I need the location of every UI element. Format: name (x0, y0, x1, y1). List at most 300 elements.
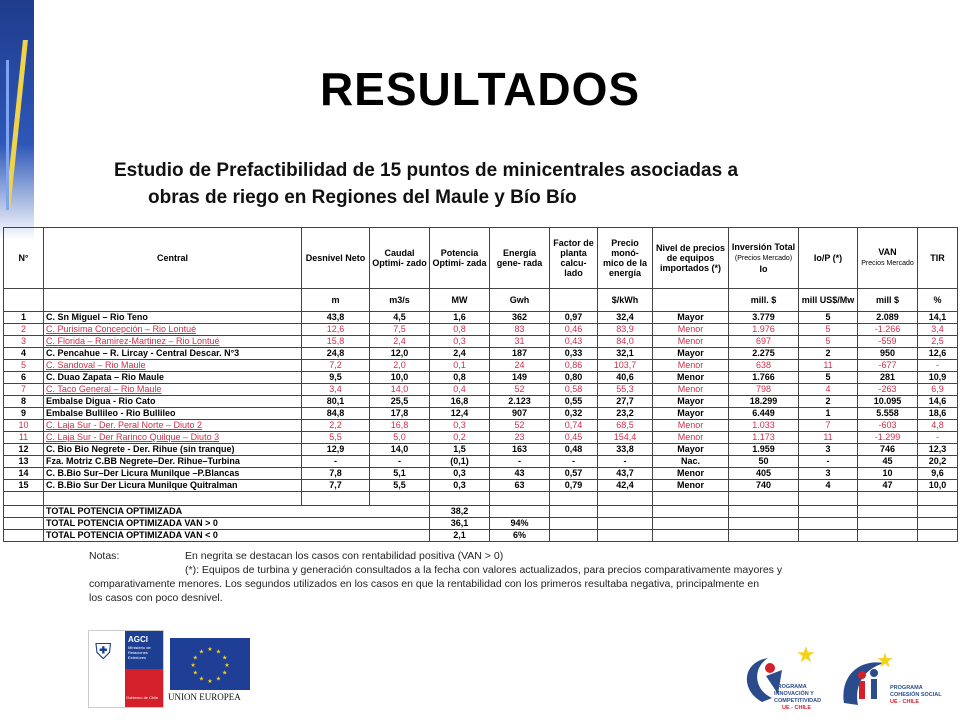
cell-energia: 163 (490, 444, 550, 456)
cell-n: 1 (4, 312, 44, 324)
cell-n: 10 (4, 420, 44, 432)
cell-nivel: Menor (653, 336, 729, 348)
cell-van: 2.089 (858, 312, 918, 324)
cell-potencia: (0,1) (430, 456, 490, 468)
header-central: Central (44, 228, 302, 289)
cell-nivel: Mayor (653, 348, 729, 360)
p1-line-4: UE - CHILE (782, 705, 812, 711)
svg-text:★: ★ (190, 662, 196, 669)
cell-central: Embalse Bullileo - Rio Bullileo (44, 408, 302, 420)
cell-energia: 23 (490, 432, 550, 444)
cell-nivel: Mayor (653, 396, 729, 408)
cell-inversion: 1.976 (729, 324, 799, 336)
cell-factor: 0,97 (550, 312, 598, 324)
cell-desnivel: 2,2 (302, 420, 370, 432)
cell-caudal: 5,1 (370, 468, 430, 480)
cell-potencia: 0,4 (430, 384, 490, 396)
header-inversion-label: Inversión Total (731, 242, 796, 252)
cell-n: 9 (4, 408, 44, 420)
cell-van: 10 (858, 468, 918, 480)
cell-central: C. Purisima Concepción – Rio Lontué (44, 324, 302, 336)
table-row (4, 444, 958, 456)
cell-potencia: 0,8 (430, 324, 490, 336)
cell-precio: 27,7 (598, 396, 653, 408)
cell-potencia: 0,2 (430, 432, 490, 444)
cell-nivel: Mayor (653, 312, 729, 324)
cell-central: Fza. Motriz C.BB Negrete–Der. Rihue–Turbina (44, 456, 302, 468)
cell-factor: 0,57 (550, 468, 598, 480)
svg-text:★: ★ (207, 678, 213, 685)
chile-shield-icon: ⛨ (95, 639, 112, 664)
cell-potencia: 1,6 (430, 312, 490, 324)
cell-tir: 6,9 (918, 384, 958, 396)
totals-potencia: 36,1 (430, 518, 490, 530)
cell-caudal: 17,8 (370, 408, 430, 420)
unit-van: mill $ (858, 289, 918, 312)
table-row (4, 420, 958, 432)
cell-tir: 9,6 (918, 468, 958, 480)
unit-potencia: MW (430, 289, 490, 312)
cell-desnivel: 7,8 (302, 468, 370, 480)
header-potencia: Potencia Optimi- zada (430, 228, 490, 289)
results-table (3, 227, 958, 542)
cell-iop: 7 (799, 420, 858, 432)
cell-nivel: Menor (653, 384, 729, 396)
totals-potencia: 38,2 (430, 506, 490, 518)
table-row (4, 312, 958, 324)
svg-text:★: ★ (222, 654, 228, 662)
table-row (4, 336, 958, 348)
totals-label: TOTAL POTENCIA OPTIMIZADA VAN > 0 (44, 518, 430, 530)
cell-van: 281 (858, 372, 918, 384)
cell-energia: 63 (490, 480, 550, 492)
cell-n: 5 (4, 360, 44, 372)
cell-nivel: Nac. (653, 456, 729, 468)
notes-line-4: los casos con poco desnivel. (89, 592, 223, 604)
unit-iop: mill US$/Mw (799, 289, 858, 312)
header-nivel: Nivel de precios de equipos importados (*) (653, 228, 729, 289)
cell-factor: 0,55 (550, 396, 598, 408)
header-van (858, 228, 918, 289)
cell-nivel: Mayor (653, 444, 729, 456)
cell-van: -677 (858, 360, 918, 372)
cell-iop: 2 (799, 348, 858, 360)
unit-central (44, 289, 302, 312)
svg-text:★: ★ (215, 648, 222, 656)
cell-caudal: - (370, 456, 430, 468)
svg-text:★: ★ (222, 669, 228, 677)
cell-precio: 32,1 (598, 348, 653, 360)
left-decoration (0, 0, 34, 240)
cell-caudal: 14,0 (370, 384, 430, 396)
header-tir: TIR (918, 228, 958, 289)
cell-energia: 43 (490, 468, 550, 480)
cell-precio: 84,0 (598, 336, 653, 348)
page-subtitle (114, 157, 934, 211)
table-spacer-row (4, 492, 958, 506)
p2-line-3: UE - CHILE (890, 699, 920, 705)
totals-row (4, 506, 958, 518)
svg-text:★: ★ (796, 643, 816, 668)
unit-energia: Gwh (490, 289, 550, 312)
cell-desnivel: 12,6 (302, 324, 370, 336)
table-row (4, 384, 958, 396)
cell-factor: 0,46 (550, 324, 598, 336)
unit-nivel (653, 289, 729, 312)
cell-energia: 362 (490, 312, 550, 324)
cell-desnivel: 12,9 (302, 444, 370, 456)
cell-inversion: 1.766 (729, 372, 799, 384)
table-body (4, 312, 958, 506)
cell-inversion: 405 (729, 468, 799, 480)
table-row (4, 360, 958, 372)
header-van-note: Precios Mercado (861, 260, 914, 267)
totals-row (4, 530, 958, 542)
cell-potencia: 16,8 (430, 396, 490, 408)
cell-precio: 83,9 (598, 324, 653, 336)
cell-energia: 52 (490, 384, 550, 396)
cell-n: 7 (4, 384, 44, 396)
cell-inversion: 1.959 (729, 444, 799, 456)
totals-label: TOTAL POTENCIA OPTIMIZADA (44, 506, 430, 518)
header-precio: Precio monó- mico de la energía (598, 228, 653, 289)
cell-caudal: 14,0 (370, 444, 430, 456)
p1-line-3: COMPETITIVIDAD (774, 698, 822, 704)
programa-cohesion-logo (840, 645, 958, 717)
cell-factor: - (550, 456, 598, 468)
cell-caudal: 12,0 (370, 348, 430, 360)
cell-tir: 10,0 (918, 480, 958, 492)
svg-text:★: ★ (876, 648, 894, 672)
totals-energia: 94% (490, 518, 550, 530)
cell-caudal: 10,0 (370, 372, 430, 384)
cell-factor: 0,80 (550, 372, 598, 384)
cell-factor: 0,43 (550, 336, 598, 348)
cell-tir: 18,6 (918, 408, 958, 420)
cell-inversion: 697 (729, 336, 799, 348)
cell-n: 13 (4, 456, 44, 468)
cell-iop: 5 (799, 312, 858, 324)
cell-inversion: 638 (729, 360, 799, 372)
agci-gov: Gobierno de Chile (126, 695, 159, 700)
cell-van: -559 (858, 336, 918, 348)
cell-energia: 907 (490, 408, 550, 420)
cell-caudal: 5,0 (370, 432, 430, 444)
cell-iop: - (799, 456, 858, 468)
cell-precio: 55,3 (598, 384, 653, 396)
cell-desnivel: 9,5 (302, 372, 370, 384)
eu-stars-icon (190, 646, 230, 685)
cell-desnivel: 80,1 (302, 396, 370, 408)
cell-n: 3 (4, 336, 44, 348)
table-row (4, 396, 958, 408)
cell-precio: 23,2 (598, 408, 653, 420)
cell-nivel: Menor (653, 468, 729, 480)
cell-central: C. B.Bio Sur Der Licura Munilque Quitralman (44, 480, 302, 492)
cell-van: 45 (858, 456, 918, 468)
cell-inversion: 18.299 (729, 396, 799, 408)
cell-desnivel: 5,5 (302, 432, 370, 444)
cell-van: -1.299 (858, 432, 918, 444)
cell-nivel: Menor (653, 480, 729, 492)
cell-tir: 10,9 (918, 372, 958, 384)
cell-caudal: 4,5 (370, 312, 430, 324)
header-iop: Io/P (*) (799, 228, 858, 289)
svg-text:★: ★ (198, 675, 205, 683)
cell-central: Embalse Digua - Rio Cato (44, 396, 302, 408)
cell-central: C. Taco General – Rio Maule (44, 384, 302, 396)
cell-n: 14 (4, 468, 44, 480)
cell-central: C. Sandoval – Rio Maule (44, 360, 302, 372)
cell-precio: 103,7 (598, 360, 653, 372)
notes-line-3: comparativamente menores. Los segundos utilizados en los casos en que la rentabilidad con los primeros resultaba negativa, principalmente en (89, 578, 760, 590)
unit-inversion: mill. $ (729, 289, 799, 312)
cell-precio: 43,7 (598, 468, 653, 480)
header-van-label: VAN (878, 247, 897, 257)
cell-potencia: 0,3 (430, 480, 490, 492)
cell-desnivel: - (302, 456, 370, 468)
cell-inversion: 2.275 (729, 348, 799, 360)
cell-central: C. B.Bio Sur–Der Licura Munilque –P.Blancas (44, 468, 302, 480)
cell-potencia: 12,4 (430, 408, 490, 420)
cell-desnivel: 7,7 (302, 480, 370, 492)
unit-precio: $/kWh (598, 289, 653, 312)
eu-label: UNION EUROPEA (168, 692, 241, 702)
svg-text:★: ★ (207, 646, 213, 653)
cell-n: 4 (4, 348, 44, 360)
cell-energia: - (490, 456, 550, 468)
cell-iop: 5 (799, 324, 858, 336)
cell-nivel: Menor (653, 420, 729, 432)
cell-nivel: Menor (653, 360, 729, 372)
cell-inversion: 1.033 (729, 420, 799, 432)
cell-precio: 32,4 (598, 312, 653, 324)
cohesion-figures-icon (840, 645, 958, 717)
cell-iop: 5 (799, 372, 858, 384)
cell-factor: 0,33 (550, 348, 598, 360)
table-units-row (4, 289, 958, 312)
cell-inversion: 50 (729, 456, 799, 468)
cell-n: 8 (4, 396, 44, 408)
cell-caudal: 25,5 (370, 396, 430, 408)
header-factor: Factor de planta calcu- lado (550, 228, 598, 289)
cell-precio: 154,4 (598, 432, 653, 444)
cell-potencia: 0,8 (430, 372, 490, 384)
agci-subtitle: Ministerio de Relaciones Exteriores (128, 645, 151, 660)
cell-van: 746 (858, 444, 918, 456)
svg-text:★: ★ (192, 669, 198, 677)
table-row (4, 408, 958, 420)
cell-inversion: 6.449 (729, 408, 799, 420)
cell-central: C. Florida – Ramirez-Martinez – Rio Lontué (44, 336, 302, 348)
cell-van: 47 (858, 480, 918, 492)
table-header-row (4, 228, 958, 289)
agci-logo (88, 630, 164, 708)
cell-potencia: 1,5 (430, 444, 490, 456)
cell-tir: - (918, 360, 958, 372)
cell-energia: 2.123 (490, 396, 550, 408)
unit-factor (550, 289, 598, 312)
cell-tir: 12,6 (918, 348, 958, 360)
header-inversion-io: Io (759, 264, 768, 274)
cell-potencia: 0,3 (430, 468, 490, 480)
cell-factor: 0,79 (550, 480, 598, 492)
cell-van: 10.095 (858, 396, 918, 408)
cell-tir: 14,1 (918, 312, 958, 324)
notes-line-1: En negrita se destacan los casos con rentabilidad positiva (VAN > 0) (185, 550, 504, 562)
cell-iop: 3 (799, 444, 858, 456)
svg-text:★: ★ (192, 654, 198, 662)
cell-precio: - (598, 456, 653, 468)
cell-factor: 0,74 (550, 420, 598, 432)
cell-desnivel: 3,4 (302, 384, 370, 396)
table-totals (4, 506, 958, 542)
cell-factor: 0,86 (550, 360, 598, 372)
notes-line-2: (*): Equipos de turbina y generación consultados a la fecha con valores actualizados, para precios comparativamente mayores y (185, 564, 783, 576)
cell-central: C. Duao Zapata – Rio Maule (44, 372, 302, 384)
cell-desnivel: 84,8 (302, 408, 370, 420)
cell-factor: 0,32 (550, 408, 598, 420)
cell-nivel: Menor (653, 432, 729, 444)
cell-potencia: 0,1 (430, 360, 490, 372)
cell-desnivel: 43,8 (302, 312, 370, 324)
agci-name: AGCI (128, 635, 148, 644)
programa-innovacion-logo (732, 640, 836, 716)
cell-central: C. Sn Miguel – Rio Teno (44, 312, 302, 324)
header-inversion-note: (Precios Mercado) (734, 255, 793, 262)
cell-caudal: 2,4 (370, 336, 430, 348)
cell-iop: 2 (799, 396, 858, 408)
table-row (4, 480, 958, 492)
notes-block (89, 549, 889, 605)
totals-potencia: 2,1 (430, 530, 490, 542)
cell-van: -263 (858, 384, 918, 396)
cell-factor: 0,58 (550, 384, 598, 396)
cell-tir: 12,3 (918, 444, 958, 456)
svg-text:★: ★ (198, 648, 205, 656)
totals-energia: 6% (490, 530, 550, 542)
header-energia: Energía gene- rada (490, 228, 550, 289)
cell-central: C. Laja Sur - Der Rarinco Quilque – Diuto 3 (44, 432, 302, 444)
cell-desnivel: 15,8 (302, 336, 370, 348)
cell-iop: 11 (799, 360, 858, 372)
subtitle-line-2: obras de riego en Regiones del Maule y Bío Bío (148, 187, 577, 208)
p1-line-2: INNOVACIÓN Y (774, 691, 814, 697)
cell-desnivel: 24,8 (302, 348, 370, 360)
cell-iop: 11 (799, 432, 858, 444)
cell-central: C. Bio Bio Negrete - Der. Rihue (sin tranque) (44, 444, 302, 456)
totals-energia (490, 506, 550, 518)
cell-potencia: 0,3 (430, 336, 490, 348)
svg-text:★: ★ (215, 675, 222, 683)
cell-n: 11 (4, 432, 44, 444)
header-caudal: Caudal Optimi- zado (370, 228, 430, 289)
cell-caudal: 7,5 (370, 324, 430, 336)
cell-potencia: 0,3 (430, 420, 490, 432)
unit-n (4, 289, 44, 312)
svg-text:★: ★ (224, 662, 230, 669)
cell-inversion: 1.173 (729, 432, 799, 444)
cell-n: 15 (4, 480, 44, 492)
p1-line-1: PROGRAMA (774, 684, 807, 690)
notes-label: Notas: (89, 550, 120, 562)
table-row (4, 456, 958, 468)
cell-precio: 68,5 (598, 420, 653, 432)
cell-nivel: Menor (653, 324, 729, 336)
cell-energia: 52 (490, 420, 550, 432)
cell-tir: 3,4 (918, 324, 958, 336)
cell-n: 12 (4, 444, 44, 456)
cell-tir: 2,5 (918, 336, 958, 348)
cell-iop: 5 (799, 336, 858, 348)
cell-tir: 20,2 (918, 456, 958, 468)
cell-van: 5.558 (858, 408, 918, 420)
cell-potencia: 2,4 (430, 348, 490, 360)
cell-n: 2 (4, 324, 44, 336)
cell-tir: 4,8 (918, 420, 958, 432)
cell-energia: 187 (490, 348, 550, 360)
cell-n: 6 (4, 372, 44, 384)
table-row (4, 468, 958, 480)
header-inversion (729, 228, 799, 289)
cell-energia: 83 (490, 324, 550, 336)
cell-inversion: 798 (729, 384, 799, 396)
p2-line-2: COHESIÓN SOCIAL (890, 692, 942, 698)
cell-desnivel: 7,2 (302, 360, 370, 372)
totals-row (4, 518, 958, 530)
cell-iop: 4 (799, 480, 858, 492)
cell-tir: 14,6 (918, 396, 958, 408)
cell-van: -1.266 (858, 324, 918, 336)
eu-flag-logo (170, 638, 250, 690)
cell-van: 950 (858, 348, 918, 360)
cell-precio: 42,4 (598, 480, 653, 492)
header-desnivel: Desnivel Neto (302, 228, 370, 289)
cell-energia: 24 (490, 360, 550, 372)
cell-central: C. Pencahue – R. Lircay - Central Descar. N°3 (44, 348, 302, 360)
page-title: RESULTADOS (319, 63, 641, 115)
cell-factor: 0,45 (550, 432, 598, 444)
cell-energia: 149 (490, 372, 550, 384)
cell-caudal: 2,0 (370, 360, 430, 372)
unit-desnivel: m (302, 289, 370, 312)
cell-inversion: 740 (729, 480, 799, 492)
cell-precio: 40,6 (598, 372, 653, 384)
cell-caudal: 16,8 (370, 420, 430, 432)
cell-precio: 33,8 (598, 444, 653, 456)
cell-van: -603 (858, 420, 918, 432)
table-row (4, 432, 958, 444)
cell-caudal: 5,5 (370, 480, 430, 492)
cell-central: C. Laja Sur - Der. Peral Norte – Diuto 2 (44, 420, 302, 432)
cell-nivel: Mayor (653, 408, 729, 420)
cell-factor: 0,48 (550, 444, 598, 456)
cell-iop: 4 (799, 384, 858, 396)
table-row (4, 324, 958, 336)
unit-tir: % (918, 289, 958, 312)
p2-line-1: PROGRAMA (890, 685, 923, 691)
cell-nivel: Menor (653, 372, 729, 384)
header-n: N° (4, 228, 44, 289)
cell-energia: 31 (490, 336, 550, 348)
table-row (4, 348, 958, 360)
cell-iop: 3 (799, 468, 858, 480)
cell-iop: 1 (799, 408, 858, 420)
table-row (4, 372, 958, 384)
cell-inversion: 3.779 (729, 312, 799, 324)
subtitle-line-1: Estudio de Prefactibilidad de 15 puntos de minicentrales asociadas a (114, 160, 739, 181)
totals-label: TOTAL POTENCIA OPTIMIZADA VAN < 0 (44, 530, 430, 542)
